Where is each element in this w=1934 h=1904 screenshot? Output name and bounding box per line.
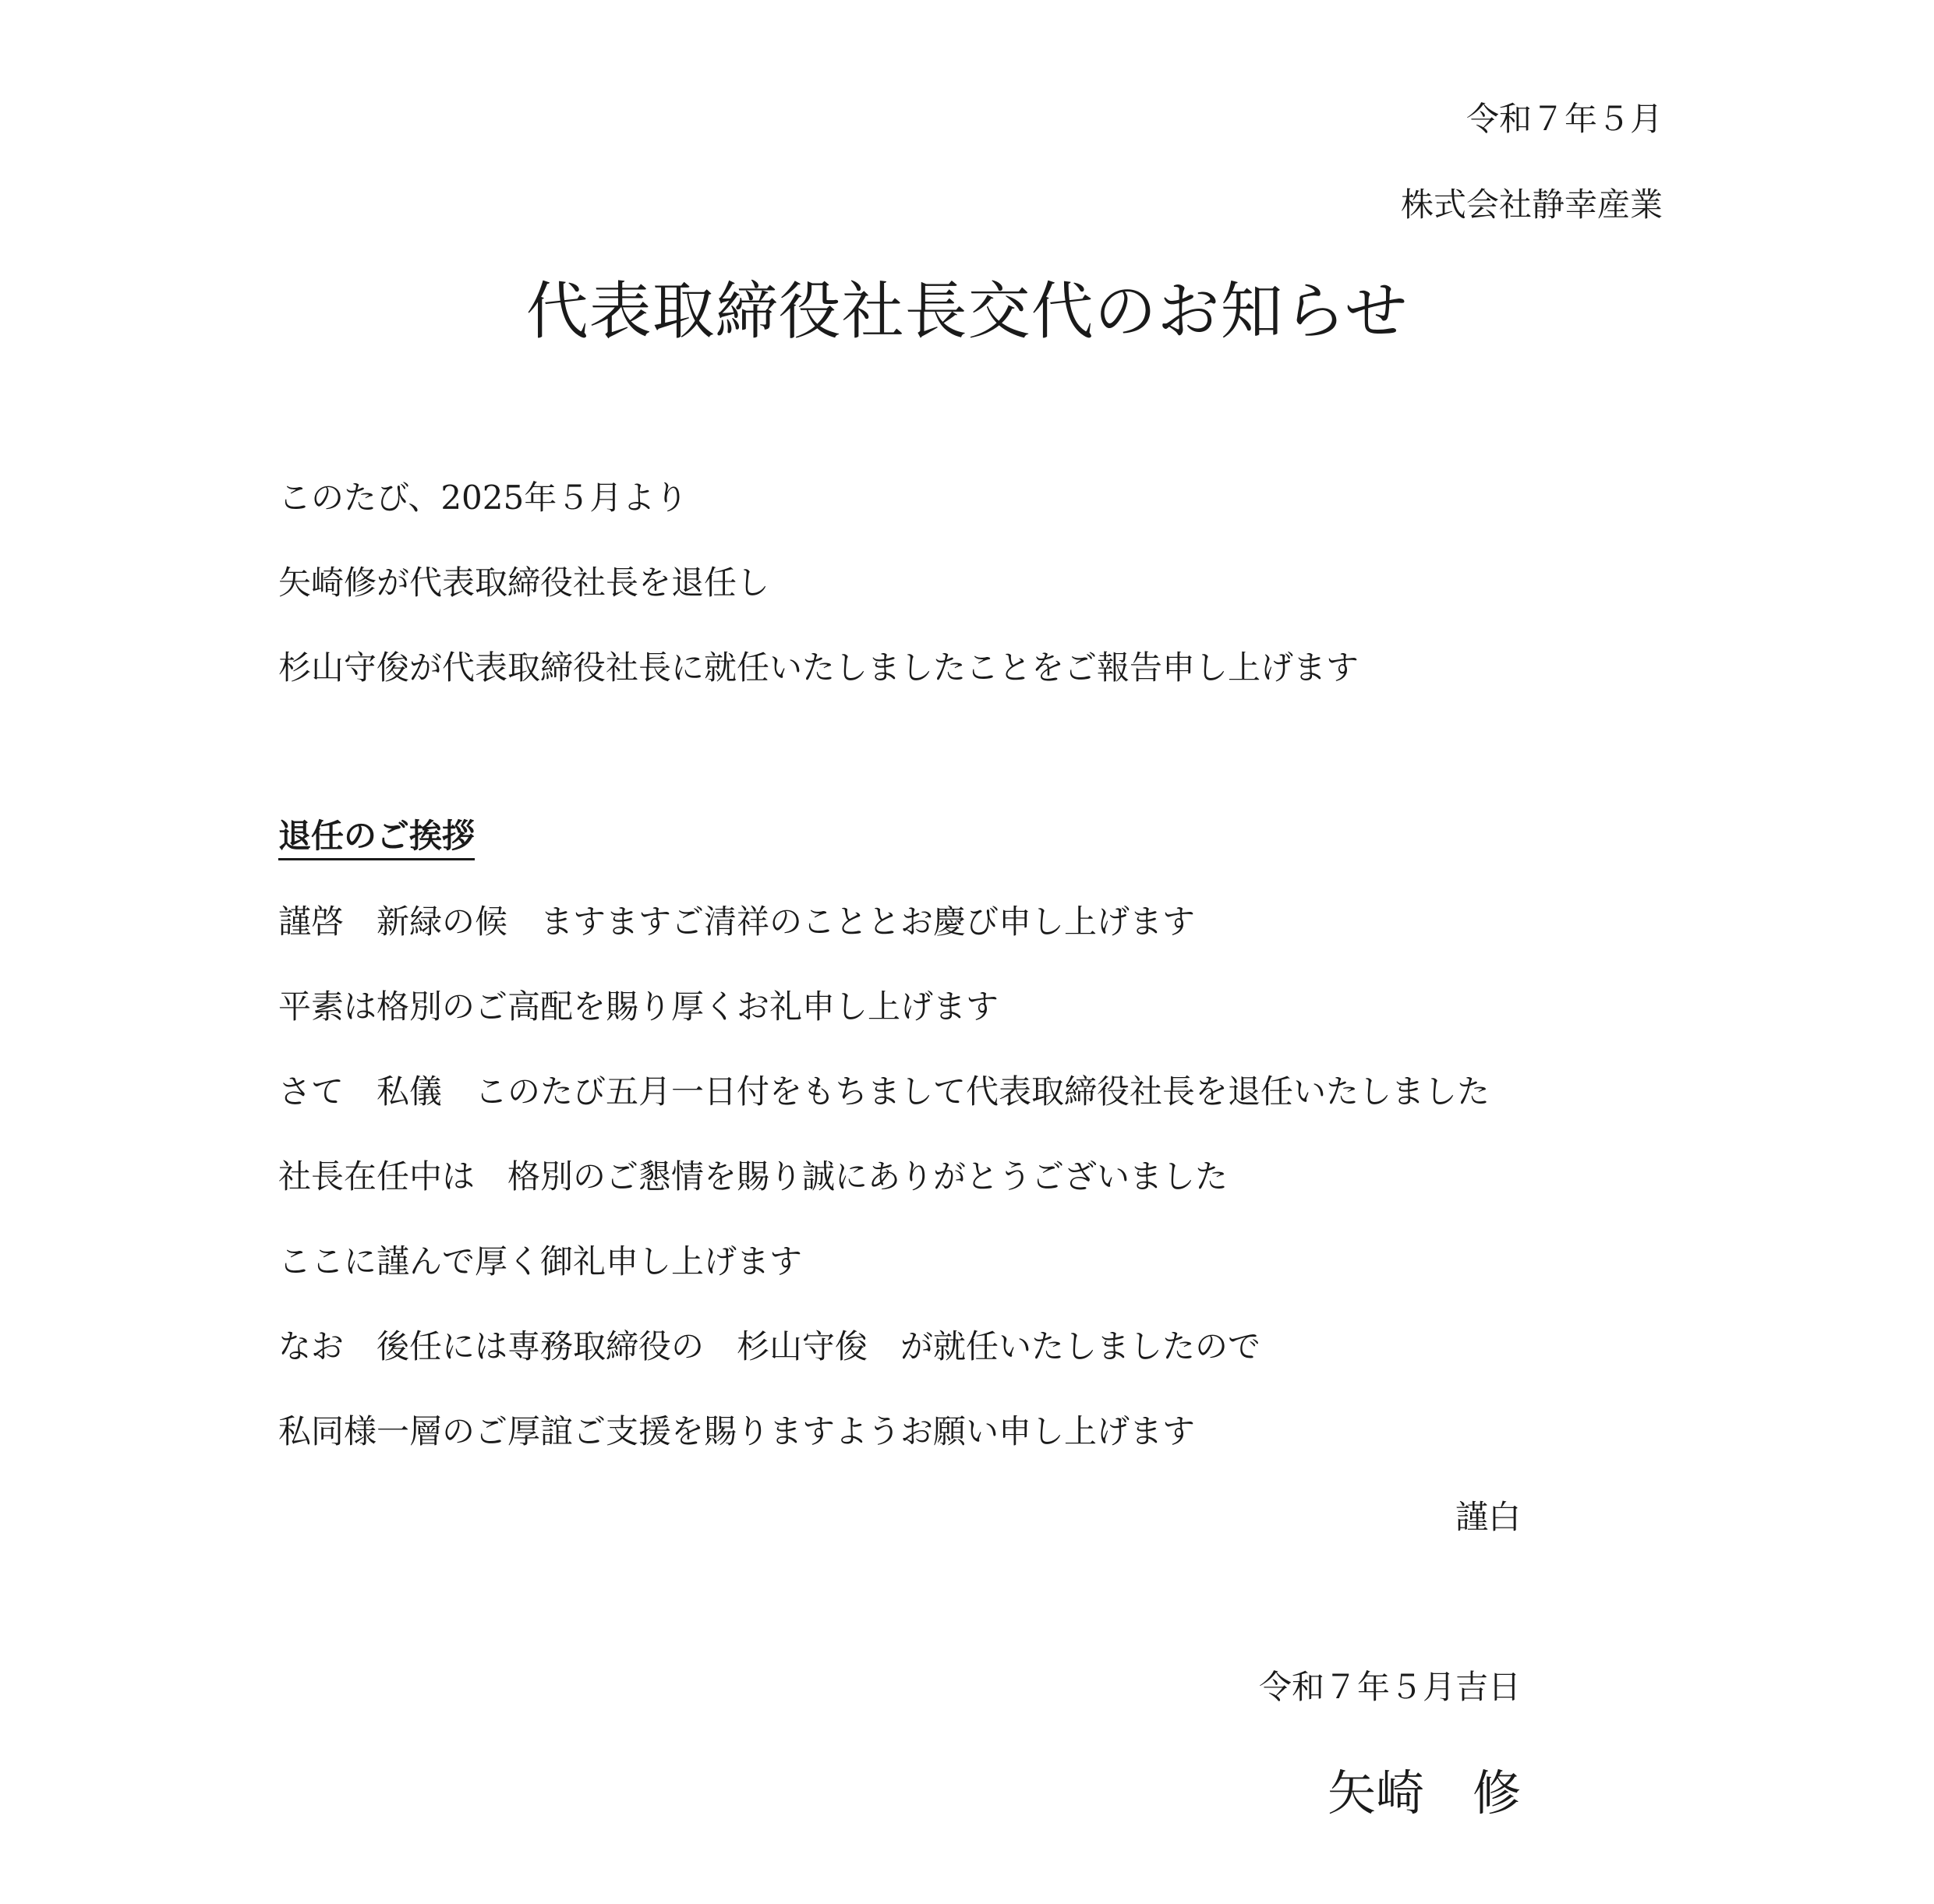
- header-date: 令和７年５月: [1466, 100, 1663, 138]
- intro-line-3: 杉山守俊が代表取締役社長に就任いたしましたことをご報告申し上げます: [278, 648, 1359, 687]
- greeting-line-4: 社長在任中は 格別のご懇情を賜り誠にありがとうございました: [278, 1157, 1229, 1196]
- greeting-line-2: 平素は格別のご高配を賜り厚くお礼申し上げます: [278, 987, 999, 1026]
- intro-line-2: 矢崎修が代表取締役社長を退任し: [278, 563, 770, 602]
- greeting-line-5: ここに謹んで厚く御礼申し上げます: [278, 1242, 803, 1281]
- section-heading: 退任のご挨拶: [278, 817, 476, 855]
- company-name: 株式会社静幸産業: [1400, 185, 1663, 224]
- closing-word: 謹白: [1455, 1498, 1521, 1536]
- footer-date: 令和７年５月吉日: [1258, 1668, 1521, 1706]
- greeting-line-7: 私同様一層のご厚誼ご支援を賜りますようお願い申し上げます: [278, 1412, 1196, 1450]
- greeting-line-1: 謹啓 新緑の候 ますますご清祥のこととお慶び申し上げます: [278, 903, 1196, 941]
- intro-line-1: このたび、2025年５月より: [278, 479, 688, 517]
- document-title: 代表取締役社長交代のお知らせ: [525, 275, 1409, 348]
- greeting-line-6: なお 後任には専務取締役の 杉山守俊 が就任いたしましたので: [278, 1327, 1261, 1365]
- greeting-line-3: さて 私儀 このたび五月一日付をもちまして代表取締役社長を退任いたしました: [278, 1072, 1490, 1111]
- signature-name: 矢崎 修: [1327, 1764, 1521, 1821]
